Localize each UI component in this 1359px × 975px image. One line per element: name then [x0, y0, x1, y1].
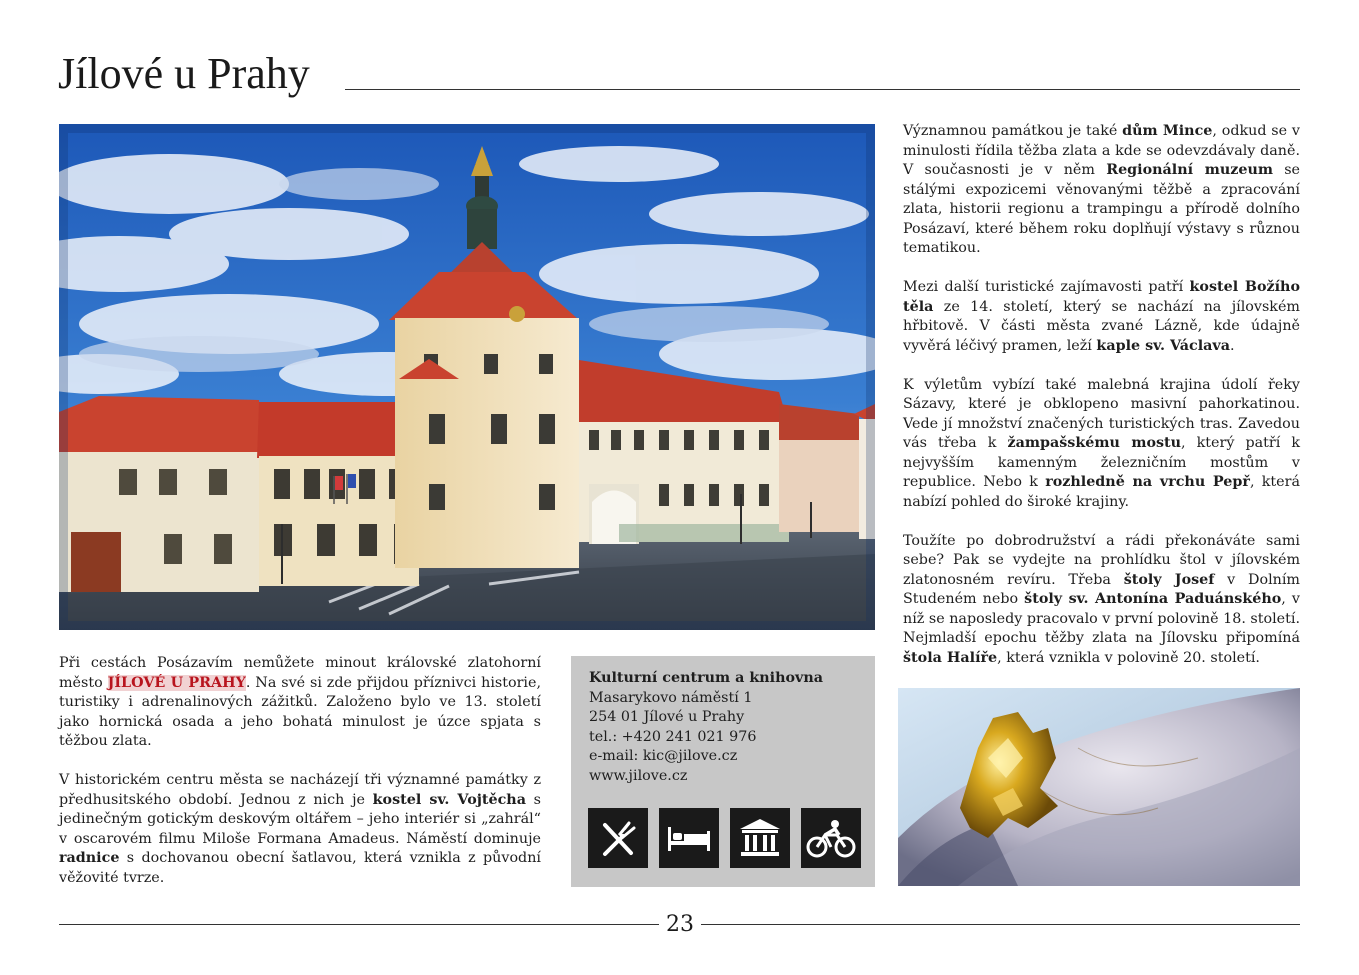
- title-rule: [345, 89, 1300, 90]
- info-email: e-mail: kic@jilove.cz: [589, 748, 738, 764]
- fork-knife-icon: [588, 808, 648, 868]
- town-square-photo: [59, 124, 875, 630]
- mint-house-paragraph: Významnou památkou je také dům Mince, odkud se v minulosti řídila těžba zlata a kde se odevzdávaly daně. V současnosti je v něm Regionální muzeum se stálými expozicemi věnovanými těžbě a zpracování zlata, historii regionu a trampingu a přírodě dolního Posázaví, které během roku doplňují výstavy s různou tematikou.: [903, 123, 1301, 256]
- page-title: Jílové u Prahy: [58, 49, 310, 98]
- mines-paragraph: Toužíte po dobrodružství a rádi překonáváte sami sebe? Pak se vydejte na prohlídku štol v jílovském zlatonosném revíru. Třeba štoly Josef v Dolním Studeném nebo štoly sv. Antonína Paduánského, v níž se naposledy pracovalo v první polovině 18. století. Nejmladší epochu těžby zlata na Jílovsku připomíná štola Halíře, která vznikla v polovině 20. století.: [903, 532, 1300, 666]
- gold-nugget-photo: [898, 688, 1300, 886]
- info-street: Masarykovo náměstí 1: [589, 689, 753, 706]
- cyclist-icon: [801, 808, 861, 868]
- info-phone: tel.: +420 241 021 976: [589, 728, 757, 745]
- footer-rule-right: [701, 924, 1300, 925]
- history-paragraph: V historickém centru města se nacházejí tři významné památky z předhusitského období. Jednou z nich je kostel sv. Vojtěcha s jedinečným gotickým deskovým oltářem – jeho interiér si „zahrál“ v oscarovém filmu Miloše Formana Amadeus. Náměstí dominuje radnice s dochovanou obecní šatlavou, která vznikla z původní věžovité tvrze.: [59, 772, 541, 886]
- left-column: [59, 654, 541, 908]
- museum-icon: [730, 808, 790, 868]
- landscape-paragraph: K výletům vybízí také malebná krajina údolí řeky Sázavy, které je obklopeno masivní pahorkatinou. Vede jí množství značených turistických tras. Zavedou vás třeba k žampašskému mostu, který patří k nejvyšším kamenným železničním mostům v republice. Nebo k rozhledně na vrchu Pepř, která nabízí pohled do široké krajiny.: [903, 376, 1300, 510]
- info-name: Kulturní centrum a knihovna: [589, 670, 823, 686]
- page-number: 23: [666, 912, 694, 937]
- intro-paragraph: Při cestách Posázavím nemůžete minout královské zlatohorní město JÍLOVÉ U PRAHY. Na své si zde přijdou příznivci historie, turistiky i adrenalinových zážitků. Založeno bylo ve 13. století jako hornická osada a jeho bohatá minulost je úzce spjata s těžbou zlata.: [59, 655, 541, 749]
- right-column: [903, 122, 1300, 688]
- attractions-paragraph: Mezi další turistické zajímavosti patří kostel Božího těla ze 14. století, který se nachází na jílovském hřbitově. V části města zvané Lázně, kde údajně vyvěrá léčivý pramen, leží kaple sv. Václava.: [903, 279, 1300, 354]
- town-name-highlight: JÍLOVÉ U PRAHY: [107, 674, 246, 691]
- info-web: www.jilove.cz: [589, 767, 688, 784]
- footer-rule-left: [59, 924, 659, 925]
- bed-icon: [659, 808, 719, 868]
- info-city: 254 01 Jílové u Prahy: [589, 709, 745, 725]
- contact-info-box: [571, 656, 875, 887]
